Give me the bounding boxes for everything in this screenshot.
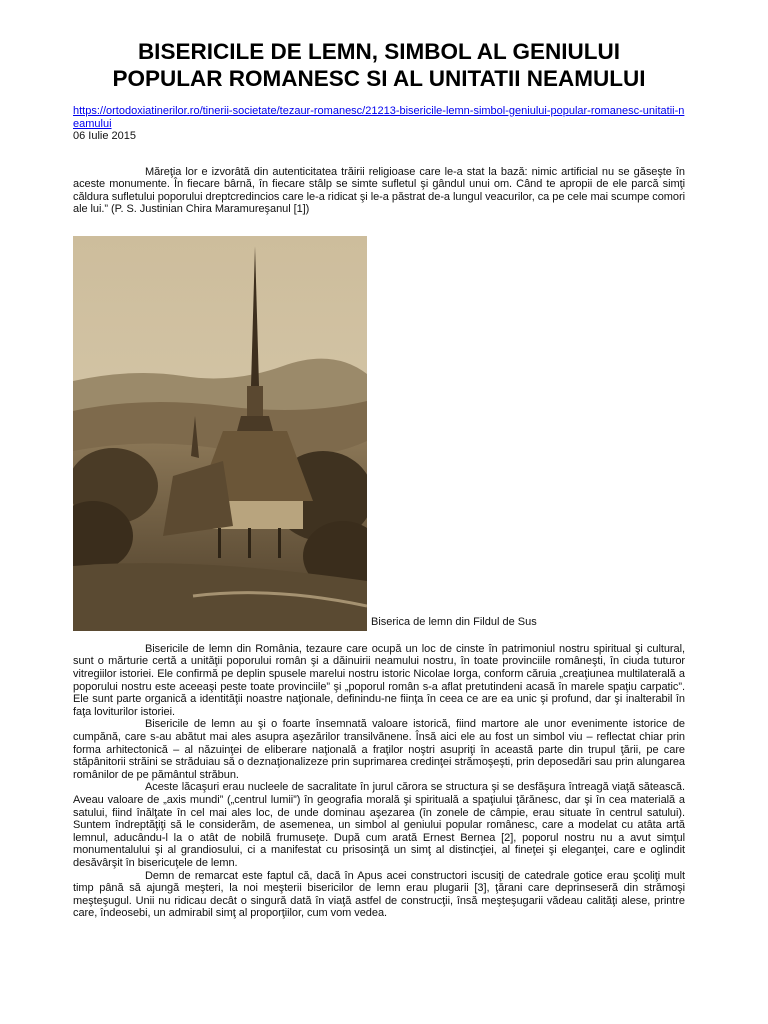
paragraph-1: Bisericile de lemn din România, tezaure care ocupă un loc de cinste în patrimoniul nostru spiritual şi cultural, sunt o mărturie certă a unităţii poporului român şi a dăinuirii neamului nostru, în toate provinciile româneşti, în ciuda tuturor vitregiilor istoriei. Ele confirmă pe deplin spusele marelui nostru istoric Nicolae Iorga, conform căruia „creaţiunea multilaterală a poporului nostru este aceeaşi peste toate provinciile” şi „poporul român s-a aflat pretutindeni acasă în marele spaţiu carpatic”. Ele sunt parte organică a identităţii noastre naţionale, definindu-ne fiinţa în ceea ce are ea unic şi profund, dar şi inalterabil în faţa loviturilor istoriei. (73, 642, 685, 718)
spacer (73, 152, 685, 166)
intro-quote: Măreţia lor e izvorâtă din autenticitatea trăirii religioase care le-a stat la bază: nimic artificial nu se găseşte în aceste monumente. În fiecare bârnă, în fiecare stâlp se simte sufletul şi gândul unui om. Când te apropii de ele parcă simţi căldura sufletului poporului dreptcredincios care le-a ridicat şi le-a păstrat de-a lungul veacurilor, ca pe cele mai scumpe comori ale lui.” (P. S. Justinian Chira Maramureşanul [1]) (73, 165, 685, 216)
paragraph-3: Aceste lăcaşuri erau nucleele de sacralitate în jurul cărora se structura şi se desfăşura întreagă viaţă sătească. Aveau valoare de „axis mundi” („centrul lumii”) în geografia morală şi spirituală a spaţiului ţărănesc, dar şi în cea materială a satului, fiind înălţate în cel mai ales loc, de unde dominau aşezarea (în zonele de câmpie, erau situate în centrul satului). Suntem îndreptăţiţi să le considerăm, de asemenea, un simbol al geniului popular românesc, care a modelat cu atâta artă lemnul, aducându-l la o atât de nobilă frumuseţe. După cum arată Ernest Bernea [2], poporul nostru nu a avut simţul monumentalului şi al grandiosului, ci a manifestat cu prisosinţă un simţ al distincţiei, al fineţei şi eleganţei, care e oglindit desăvârşit în bisericuţele de lemn. (73, 781, 685, 869)
figure-caption: Biserica de lemn din Fildul de Sus (371, 615, 537, 628)
church-photo-drawing (73, 236, 367, 631)
title-line-1: BISERICILE DE LEMN, SIMBOL AL GENIULUI (137, 39, 621, 64)
page-title (73, 38, 685, 92)
paragraph-4: Demn de remarcat este faptul că, dacă în Apus acei constructori iscusiţi de catedrale gotice erau şcoliţi mult timp până să ajungă meşteri, la noi meşterii bisericilor de lemn erau plugarii [3], ţărani care deprinseseră din strămoşi meşteşugul. Unii nu ridicau decât o singură dată în viaţă astfel de construcţii, însă meşteşugarii vădeau calităţi alese, printre care, îndeosebi, un admirabil simţ al proporţiilor, cum vom vedea. (73, 869, 685, 920)
paragraph-2: Bisericile de lemn au şi o foarte însemnată valoare istorică, fiind martore ale unor evenimente istorice de cumpănă, care s-au abătut mai ales asupra aşezărilor transilvănene. Însă aici ele au fost un simbol viu – reflectat chiar prin forma arhitectonică – al năzuinţei de eliberare naţională a fraţilor noştri asupriţi în această parte din trupul ţării, pe care stăpânitorii străini se străduiau să o deznaţionalizeze prin suprimarea credinţei strămoşeşti, prin deposedări sau prin alungarea românilor de pe pământul străbun. (73, 718, 685, 781)
document-page (73, 38, 685, 920)
source-link[interactable]: https://ortodoxiatinerilor.ro/tinerii-societate/tezaur-romanesc/21213-bisericile-lemn-simbol-geniului-popular-romanesc-unitatii-neamului (73, 105, 685, 130)
publish-date: 06 Iulie 2015 (73, 130, 136, 142)
title-line-2: POPULAR ROMANESC SI AL UNITATII NEAMULUI (112, 66, 646, 91)
figure (73, 236, 685, 631)
church-photo (73, 236, 367, 631)
